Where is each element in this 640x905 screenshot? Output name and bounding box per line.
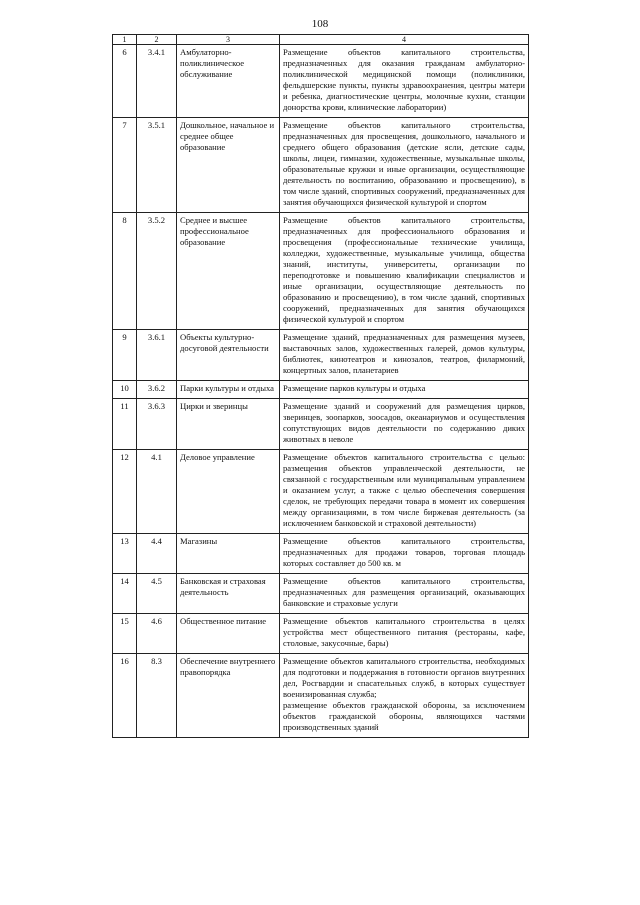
row-number: 13 (113, 534, 137, 574)
row-name: Дошкольное, начальное и среднее общее образование (177, 118, 280, 213)
header-cell-1: 1 (113, 35, 137, 45)
row-description-paragraph: Размещение объектов капитального строительства, предназначенных для просвещения, дошкольного, начального и среднего общего образования (детские ясли, детские сады, школы, лицеи, гимназии, художественные, музыкальные школы, образовательные кружки и иные организации, осуществляющие деятельность по воспитанию, образованию и просвещению), в том числе зданий, спортивных сооружений, предназначенных для занятия обучающихся физической культурой и спортом (283, 120, 525, 207)
row-code: 8.3 (137, 654, 177, 738)
table-row (113, 213, 529, 330)
table-row (113, 654, 529, 738)
row-name: Обеспечение внутреннего правопорядка (177, 654, 280, 738)
row-name: Парки культуры и отдыха (177, 381, 280, 399)
row-description (280, 654, 529, 738)
row-number: 6 (113, 45, 137, 118)
row-code: 4.1 (137, 450, 177, 534)
row-description-paragraph: Размещение объектов капитального строительства, необходимых для подготовки и поддержания в готовности органов внутренних дел, Росгвардии и спасательных служб, в которых существует военизированная служба; (283, 656, 525, 699)
row-name: Банковская и страховая деятельность (177, 574, 280, 614)
row-code: 4.6 (137, 614, 177, 654)
table-row (113, 45, 529, 118)
row-number: 11 (113, 399, 137, 450)
row-number: 9 (113, 330, 137, 381)
row-name: Общественное питание (177, 614, 280, 654)
table-row (113, 534, 529, 574)
table-row (113, 330, 529, 381)
row-description-paragraph: Размещение зданий и сооружений для размещения цирков, зверинцев, зоопарков, зоосадов, океанариумов и осуществления сопутствующих видов деятельности по содержанию диких животных в неволе (283, 401, 525, 444)
header-cell-4: 4 (280, 35, 529, 45)
row-description (280, 534, 529, 574)
table-row (113, 574, 529, 614)
row-description-paragraph: Размещение объектов капитального строительства, предназначенных для продажи товаров, торговая площадь которых составляет до 500 кв. м (283, 536, 525, 568)
row-description-paragraph: Размещение объектов капитального строительства с целью: размещения объектов управленческой деятельности, не связанной с государственным или муниципальным управлением и оказанием услуг, а также с целью обеспечения совершения сделок, не требующих передачи товара в момент их совершения между организациями, в том числе биржевая деятельность (за исключением банковской и страховой деятельности) (283, 452, 525, 528)
table-row (113, 399, 529, 450)
table-row (113, 118, 529, 213)
row-description-paragraph: размещение объектов гражданской обороны, за исключением объектов гражданской обороны, являющихся частями производственных зданий (283, 700, 525, 732)
row-description (280, 118, 529, 213)
table-header-row (113, 35, 529, 45)
row-description (280, 213, 529, 330)
row-number: 10 (113, 381, 137, 399)
row-description (280, 614, 529, 654)
row-code: 3.6.2 (137, 381, 177, 399)
row-description-paragraph: Размещение объектов капитального строительства, предназначенных для оказания гражданам амбулаторно-поликлинической медицинской помощи (поликлиники, фельдшерские пункты, пункты здравоохранения, центры матери и ребенка, диагностические центры, молочные кухни, станции донорства крови, клинические лаборатории) (283, 47, 525, 112)
table-row (113, 381, 529, 399)
row-number: 7 (113, 118, 137, 213)
header-cell-2: 2 (137, 35, 177, 45)
row-code: 4.4 (137, 534, 177, 574)
row-name: Магазины (177, 534, 280, 574)
row-description-paragraph: Размещение объектов капитального строительства, предназначенных для размещения организаций, оказывающих банковские и страховые услуги (283, 576, 525, 608)
page-number: 108 (311, 18, 329, 30)
header-cell-3: 3 (177, 35, 280, 45)
row-description (280, 330, 529, 381)
row-description-paragraph: Размещение объектов капитального строительства в целях устройства мест общественного питания (рестораны, кафе, столовые, закусочные, бары) (283, 616, 525, 648)
row-number: 15 (113, 614, 137, 654)
table-row (113, 614, 529, 654)
row-description (280, 450, 529, 534)
row-description (280, 381, 529, 399)
row-name: Цирки и зверинцы (177, 399, 280, 450)
row-name: Среднее и высшее профессиональное образование (177, 213, 280, 330)
row-name: Деловое управление (177, 450, 280, 534)
row-name: Амбулаторно-поликлиническое обслуживание (177, 45, 280, 118)
table-row (113, 450, 529, 534)
row-code: 3.6.1 (137, 330, 177, 381)
row-description-paragraph: Размещение зданий, предназначенных для размещения музеев, выставочных залов, художественных галерей, домов культуры, библиотек, кинотеатров и кинозалов, театров, филармоний, концертных залов, планетариев (283, 332, 525, 375)
row-number: 8 (113, 213, 137, 330)
row-number: 16 (113, 654, 137, 738)
row-code: 3.5.2 (137, 213, 177, 330)
land-use-table (112, 34, 529, 738)
row-description-paragraph: Размещение объектов капитального строительства, предназначенных для профессионального образования и просвещения (профессиональные технические училища, колледжи, художественные, музыкальные училища, общества знаний, институты, университеты, организации по переподготовке и повышению квалификации специалистов и иные организации, осуществляющие деятельность по образованию и просвещению), в том числе зданий, спортивных сооружений, предназначенных для занятия обучающихся физической культурой и спортом (283, 215, 525, 324)
row-code: 3.4.1 (137, 45, 177, 118)
row-name: Объекты культурно-досуговой деятельности (177, 330, 280, 381)
row-code: 3.5.1 (137, 118, 177, 213)
row-description (280, 399, 529, 450)
row-code: 3.6.3 (137, 399, 177, 450)
row-description (280, 45, 529, 118)
row-number: 14 (113, 574, 137, 614)
row-code: 4.5 (137, 574, 177, 614)
row-description-paragraph: Размещение парков культуры и отдыха (283, 383, 426, 393)
row-number: 12 (113, 450, 137, 534)
row-description (280, 574, 529, 614)
